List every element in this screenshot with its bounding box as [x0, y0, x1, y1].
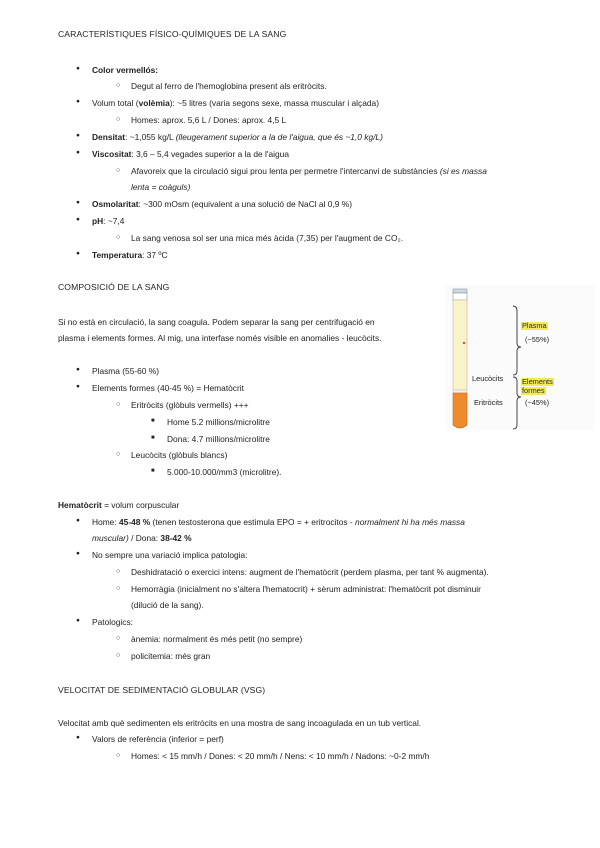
paragraph-vsg: Velocitat amb què sedimenten els eritròcits en una mostra de sang incoagulada en un tub vertical. — [58, 718, 422, 728]
list-item-viscosity-detail-cont: lenta = coàguls) — [131, 182, 191, 192]
section-heading-vsg: VELOCITAT DE SEDIMENTACIÓ GLOBULAR (VSG) — [58, 685, 266, 695]
list-item-dehydration: ○ Deshidratació o exercici intens: augment de l'hematòcrit (perdem plasma, per tant % augmenta). — [131, 568, 489, 576]
list-item-hemorrhage: ○ Hemorràgia (inicialment no s'altera l'hematocrit) + sèrum administrat: l'hematòcrit pot disminuir — [131, 585, 481, 593]
list-item-osmolarity: ● Osmolaritat: ~300 mOsm (equivalent a una solució de NaCl al 0,9 %) — [92, 200, 352, 208]
tube-cap — [453, 289, 467, 293]
paragraph-composition-line1: Si no està en circulació, la sang coagula. Podem separar la sang per centrifugació en — [58, 317, 375, 327]
list-item-hematocrit-values-cont: muscular) / Dona: 38-42 % — [92, 533, 192, 543]
section-heading-characteristics: CARACTERÍSTIQUES FÍSICO-QUÍMIQUES DE LA SANG — [58, 29, 287, 39]
plasma-dot — [463, 342, 465, 344]
list-item-women-count: ■ Dona: 4.7 millions/microlitre — [167, 435, 270, 443]
list-item-hemorrhage-cont: (dilució de la sang). — [131, 600, 204, 610]
figure-label-erythrocytes: Eritròcits — [474, 398, 503, 407]
formed-bracket — [513, 377, 521, 429]
list-item-anemia: ○ ànemia: normalment és més petit (no sempre) — [131, 635, 302, 643]
figure-label-formed-2: formes — [522, 386, 545, 395]
list-item-volume: ● Volum total (volèmia): ~5 litres (varia segons sexe, massa muscular i alçada) — [92, 99, 379, 107]
tube-top-empty — [453, 293, 467, 300]
list-item-ph-detail: ○ La sang venosa sol ser una mica més àcida (7,35) per l'augment de CO₂. — [131, 234, 403, 242]
list-item-polycythemia: ○ policitemia: més gran — [131, 652, 210, 660]
paragraph-composition-line2: plasma i elements formes. Al mig, una interfase només visible en anomalies - leucòcits. — [58, 333, 382, 343]
list-item-formed-elements: ● Elements formes (40-45 %) = Hematòcrit — [92, 384, 244, 392]
list-item-leukocytes: ○ Leucòcits (glòbuls blancs) — [131, 451, 227, 459]
plasma-bracket — [513, 306, 521, 375]
list-item-hematocrit-values: ● Home: 45-48 % (tenen testosterona que estimula EPO = + eritrocitos - normalment hi ha més massa — [92, 518, 465, 526]
hematocrit-title: Hematòcrit = volum corpuscular — [58, 500, 180, 510]
list-item-erythrocytes: ○ Eritròcits (glòbuls vermells) +++ — [131, 401, 249, 409]
list-item-reference-values: ● Valors de referència (inferior = perf) — [92, 735, 224, 743]
section-heading-composition: COMPOSICIÓ DE LA SANG — [58, 282, 170, 292]
tube-illustration — [445, 285, 595, 430]
erythrocyte-layer — [453, 393, 467, 428]
list-item-not-pathology: ● No sempre una variació implica patologia: — [92, 551, 247, 559]
list-item-vsg-values: ○ Homes: < 15 mm/h / Dones: < 20 mm/h / Nens: < 10 mm/h / Nadons: ~0-2 mm/h — [131, 752, 429, 760]
list-item-men-count: ■ Home 5.2 millions/microlitre — [167, 418, 270, 426]
figure-label-leukocytes: Leucòcits — [472, 374, 504, 383]
list-item-plasma: ● Plasma (55-60 %) — [92, 367, 159, 375]
buffy-coat-layer — [453, 390, 467, 393]
list-item-temperature: ● Temperatura: 37 ºC — [92, 251, 168, 259]
figure-label-plasma: Plasma — [522, 321, 547, 330]
list-item-volume-detail: ○ Homes: aprox. 5,6 L / Dones: aprox. 4,5 L — [131, 116, 286, 124]
list-item-ph: ● pH: ~7,4 — [92, 217, 124, 225]
list-item-density: ● Densitat: ~1,055 kg/L (lleugerament superior a la de l'aigua, que és ~1,0 kg/L) — [92, 133, 383, 141]
plasma-layer — [453, 300, 467, 390]
list-item-pathologies: ● Patologics: — [92, 618, 133, 626]
figure-label-formed-1: Elements — [522, 377, 553, 386]
list-item-color: ● Color vermellós: — [92, 66, 158, 74]
list-item-leukocyte-count: ■ 5.000-10.000/mm3 (microlitre). — [167, 468, 282, 476]
list-item-viscosity-detail: ○ Afavoreix que la circulació sigui prou lenta per permetre l'intercanvi de substàncies (si es massa — [131, 167, 487, 175]
centrifuge-tube-figure — [445, 285, 595, 430]
list-item-viscosity: ● Viscositat: 3,6 – 5,4 vegades superior a la de l'aigua — [92, 150, 289, 158]
list-item-color-detail: ○ Degut al ferro de l'hemoglobina present als eritròcits. — [131, 82, 327, 90]
figure-label-formed-percent: (~45%) — [525, 398, 550, 407]
figure-label-plasma-percent: (~55%) — [525, 335, 550, 344]
